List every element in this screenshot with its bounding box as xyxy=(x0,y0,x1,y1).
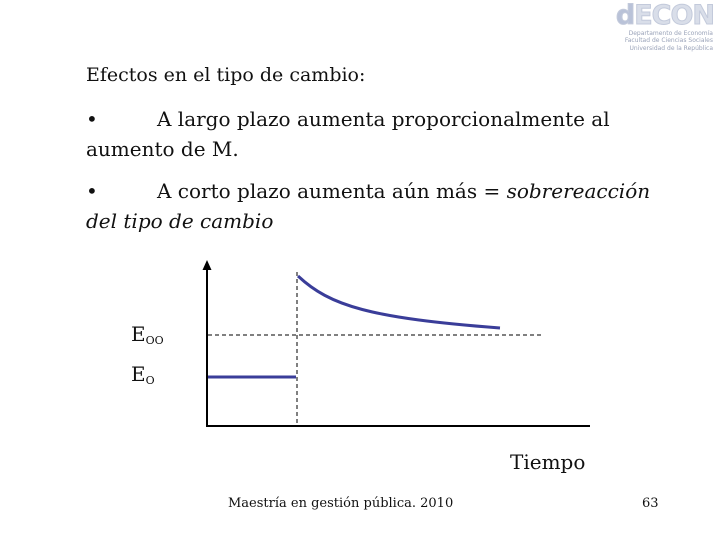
logo-line-department: Departamento de Economía xyxy=(628,30,713,37)
logo-line-faculty: Facultad de Ciencias Sociales xyxy=(624,37,713,45)
bullet-long-run-text: A largo plazo aumenta proporcionalmente al aumento de M. xyxy=(86,107,610,161)
label-e-oo-main: E xyxy=(131,322,146,346)
label-e-oo xyxy=(131,322,164,347)
overshooting-term: sobrereacción del tipo de cambio xyxy=(86,179,651,233)
logo-line-university: Universidad de la República xyxy=(629,44,713,52)
page-number: 63 xyxy=(642,496,659,511)
footer-text: Maestría en gestión pública. 2010 xyxy=(228,496,454,511)
bullet-marker: • xyxy=(86,107,98,131)
label-e-oo-sub: OO xyxy=(145,334,164,347)
logo-wordmark: dECON xyxy=(615,0,714,31)
slide-title: Efectos en el tipo de cambio: xyxy=(86,64,366,86)
bullet-short-run-text: A corto plazo aumenta aún más = xyxy=(157,179,507,203)
y-axis-arrow-icon xyxy=(203,260,212,270)
label-e-o-sub: O xyxy=(145,374,155,387)
exchange-rate-path xyxy=(298,276,500,328)
x-axis-label: Tiempo xyxy=(510,450,586,474)
bullet-marker: • xyxy=(86,179,98,203)
label-e-o xyxy=(131,362,155,387)
label-e-o-main: E xyxy=(131,362,146,386)
